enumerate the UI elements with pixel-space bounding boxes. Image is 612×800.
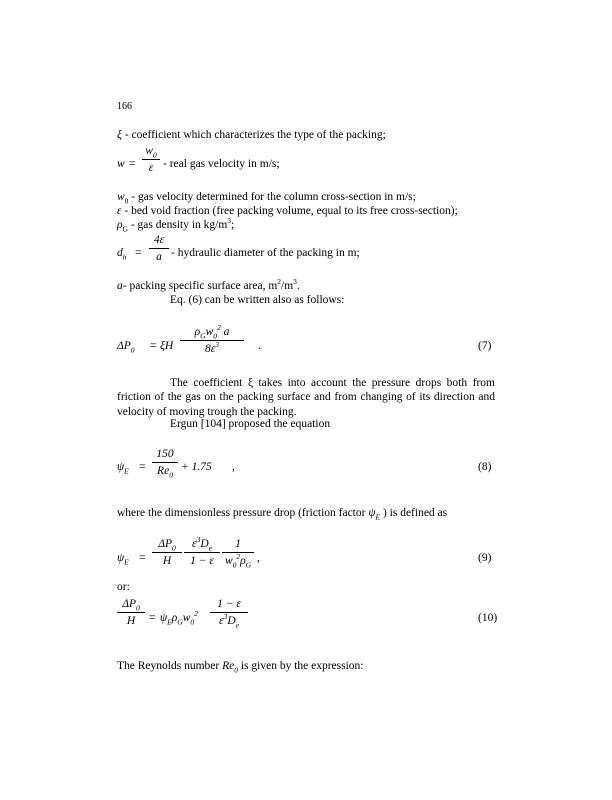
definition-xi-text: - coefficient which characterizes the type of the packing; (124, 129, 386, 141)
definition-dh-text: - hydraulic diameter of the packing in m; (171, 247, 360, 259)
definition-eps: ε - bed void fraction (free packing volume, equal to its free cross-section); (117, 205, 458, 217)
eq7-lhs: $\Delta P_0$ (117, 340, 135, 355)
eq10-number: (10) (478, 612, 498, 624)
symbol-w: w (117, 158, 125, 170)
page-number: 166 (117, 101, 132, 112)
eq7-fraction: $\rho_Gw_0^2$ a $8\varepsilon^3$ (180, 325, 244, 357)
definition-w-text: - real gas velocity in m/s; (163, 158, 280, 170)
eq10-middle: $\psi_E\rho_Gw_0^2$ (160, 609, 198, 627)
paragraph-coefficient: The coefficient ξ takes into account the pressure drops both from friction of the gas on the packing surface and from changing of its direction and velocity of moving trough the packing. (117, 377, 495, 418)
definition-w0: $w_0$ - gas velocity determined for the column cross-section in m/s; (117, 191, 416, 206)
symbol-xi: ξ (117, 129, 122, 141)
eq7-number: (7) (478, 340, 492, 352)
eq8-lhs: $\psi_E$ (117, 461, 129, 476)
or-text: or: (117, 581, 130, 593)
eq8-fraction: 150 $Re_0$ (152, 447, 178, 479)
paragraph-ergun: Ergun [104] proposed the equation (170, 418, 331, 430)
eq9-lhs: $\psi_E$ (117, 552, 129, 567)
eq9-fraction-2: $\varepsilon^3D_e$ 1 − ε (184, 537, 220, 569)
definition-xi (117, 128, 386, 142)
equals-sign: = (129, 158, 136, 170)
fraction-w0-over-eps: $w_0$ ε (142, 144, 160, 176)
definition-rho: $\rho_G$ - gas density in $kg/m^3$; (117, 216, 235, 234)
eq10-fraction-2: 1 − ε $\varepsilon^3D_e$ (210, 597, 248, 629)
intro-eq6: Eq. (6) can be written also as follows: (170, 294, 345, 306)
reynolds-text: The Reynolds number $Re_0$ is given by the expression: (117, 660, 364, 675)
where-text: where the dimensionless pressure drop (friction factor $\psi_E$ ) is defined as (117, 507, 448, 522)
fraction-4eps-over-a: 4ε a (149, 233, 169, 265)
eq9-number: (9) (478, 552, 492, 564)
symbol-dh: $d_h$ (117, 247, 127, 262)
eq9-fraction-3: 1 $w_0^2\rho_G$ (222, 537, 254, 569)
definition-a: a- packing specific surface area, $m^2/m^3$. (117, 277, 300, 292)
eq8-number: (8) (478, 461, 492, 473)
eq10-fraction-1: $\Delta P_0$ H (117, 597, 145, 629)
eq9-fraction-1: $\Delta P_0$ H (152, 537, 182, 569)
eq7-factor: ξH (160, 340, 174, 352)
